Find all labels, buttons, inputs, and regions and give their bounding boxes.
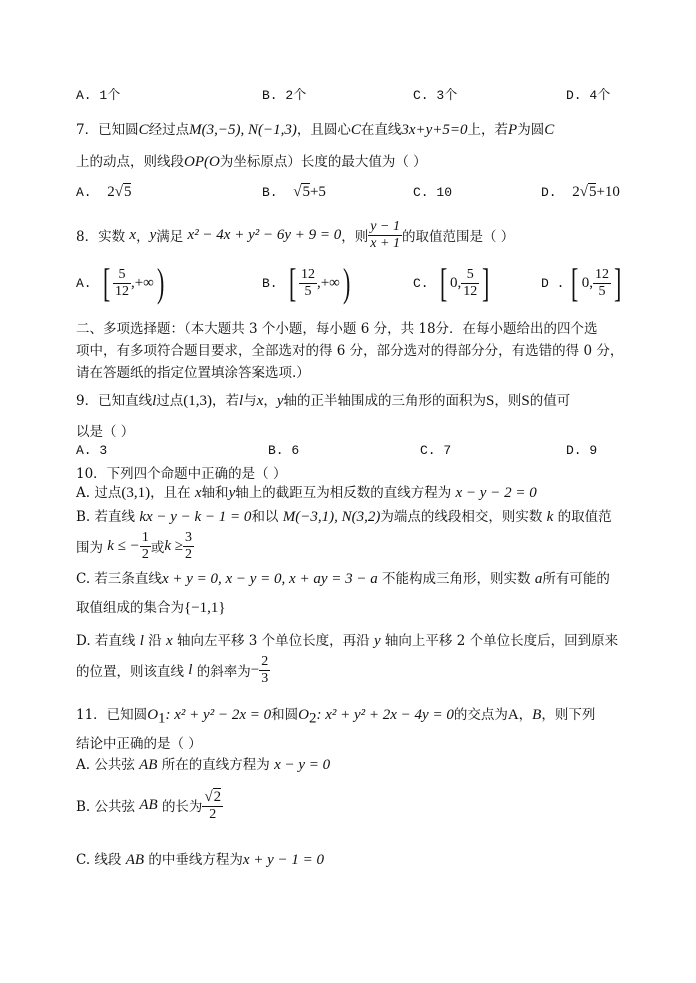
var-s: S (521, 393, 530, 409)
text: 沿 (148, 633, 162, 649)
option-label: D. (541, 185, 557, 200)
q7-option-b[interactable]: B. √5+5 (262, 184, 326, 200)
line-equation: kx − y − k − 1 = 0 (139, 509, 252, 525)
numerator: 5 (461, 267, 479, 283)
text: 为端点的线段相交，则实数 (380, 509, 543, 525)
text: ，则下列 (541, 707, 596, 723)
var-o1: O (147, 707, 159, 723)
fraction (202, 788, 223, 822)
text: C. 线段 (76, 852, 122, 868)
fraction (593, 267, 611, 299)
line-equations: x + y = 0, x − y = 0, x + ay = 3 − a (161, 571, 378, 587)
text: 的斜率为 (196, 664, 251, 680)
text: 和圆 (271, 707, 299, 723)
radicand: 5 (302, 184, 310, 200)
var-b-point: B (532, 707, 542, 723)
q10-option-d-line2 (76, 650, 270, 690)
radicand: 2 (213, 789, 222, 806)
segment-ab: AB (139, 757, 158, 773)
circle-equation: : x² + y² + 2x − 4y = 0 (316, 707, 454, 723)
text: B. 公共弦 (76, 799, 136, 815)
tail: +5 (309, 184, 326, 200)
interval-rest: ,+∞ (316, 274, 340, 291)
q10-option-a[interactable] (76, 481, 537, 502)
point: (3,1) (121, 485, 151, 501)
var-s: S (486, 393, 495, 409)
text: ，则 (494, 393, 522, 409)
line-equation: x + y − 1 = 0 (242, 852, 325, 868)
text: 满足 (156, 229, 184, 245)
q9-option-a[interactable]: A. 3 (76, 443, 108, 458)
line-equation: x − y = 0 (274, 757, 331, 773)
text: 9．已知直线 (76, 393, 153, 409)
text: 的取值范 (557, 509, 612, 525)
option-label: B. (262, 185, 278, 200)
var-c: C (350, 122, 361, 138)
q10-option-c-line2 (76, 596, 226, 617)
q9-stem-line1 (76, 389, 570, 410)
var-k: k (546, 509, 554, 525)
coef: 2 (107, 184, 115, 200)
segment-ab: AB (125, 852, 145, 868)
numerator: y − 1 (370, 219, 400, 235)
text: 在直线 (360, 122, 402, 138)
text: ， (263, 393, 277, 409)
q8-option-c[interactable]: C. [ 0, $\frac{5}{12}$ ] (413, 260, 490, 305)
var-y: y (149, 226, 157, 243)
section2-line1: 二、多项选择题：（本大题共 3 个小题，每小题 6 分，共 18分．在每小题给出的四个选 (76, 321, 598, 337)
option-label: A. (76, 185, 92, 200)
q11-stem-line1 (76, 703, 595, 728)
subscript: 2 (308, 710, 317, 727)
var-l: l (188, 661, 193, 678)
text: 围为 (76, 540, 103, 556)
fraction (461, 267, 479, 299)
var-a-point: A (507, 707, 519, 723)
text: 轴和 (201, 485, 229, 501)
line-equation: 3x+y+5=0 (401, 122, 468, 138)
q6-option-b[interactable]: B. 2个 (262, 88, 307, 103)
denominator: 12 (114, 283, 129, 299)
interval-left: 0, (581, 274, 593, 291)
q6-option-a[interactable]: A. 1个 (76, 88, 121, 103)
var-x: x (129, 226, 137, 243)
text: 轴的正半轴围成的三角形的面积为 (283, 393, 487, 409)
text: C. 若三条直线 (76, 571, 162, 587)
text: A. 公共弦 (76, 757, 135, 773)
var-o2: O (298, 707, 309, 723)
numerator: 5 (113, 267, 131, 283)
segment-op: OP (184, 154, 204, 170)
text: ， (518, 707, 533, 723)
text: 为圆 (517, 122, 545, 138)
q11-option-b[interactable] (76, 782, 223, 828)
denominator: 5 (304, 283, 312, 299)
q11-option-c[interactable] (76, 848, 324, 869)
fraction (140, 530, 151, 562)
fraction (368, 219, 402, 251)
q6-option-c[interactable]: C. 3个 (413, 88, 458, 103)
text: 不能构成三角形，则实数 (382, 571, 531, 587)
q9-stem-line2: 以是（ ） (76, 424, 135, 440)
var-a: a (534, 571, 543, 587)
points-m-n: M(3,−5), N(−1,3) (189, 122, 297, 138)
minus-sign: − (250, 661, 260, 678)
text: 11．已知圆 (76, 707, 148, 723)
text: ，且圆心 (296, 122, 351, 138)
var-y: y (276, 393, 284, 409)
text: 的取值范围是（ ） (401, 229, 515, 245)
text: ， (136, 229, 150, 245)
q11-stem-line2: 结论中正确的是（ ） (76, 736, 202, 752)
fraction (299, 267, 317, 299)
q9-option-d[interactable]: D. 9 (566, 443, 598, 458)
inequality: k ≤ − (107, 537, 140, 554)
var-c: C (544, 122, 555, 138)
numerator: 1 (141, 530, 149, 546)
numerator: 12 (300, 267, 315, 283)
point: (1,3) (183, 393, 213, 409)
var-p: P (508, 122, 518, 138)
q8-stem (76, 218, 514, 252)
text: 的长为 (161, 799, 203, 815)
text: 的位置，则该直线 (76, 664, 184, 680)
denominator: 2 (141, 546, 149, 562)
text: 8．实数 (76, 229, 126, 245)
denominator: 3 (261, 670, 269, 686)
q7-stem-line1 (76, 118, 554, 139)
text: 轴上的截距互为相反数的直线方程为 (235, 485, 452, 501)
q6-option-d[interactable]: D. 4个 (566, 88, 611, 103)
text: ，且在 (150, 485, 191, 501)
option-label: C. (413, 275, 429, 291)
option-label: D . (541, 275, 565, 291)
text: 的交点为 (453, 707, 508, 723)
text: 轴向上平移 2 个单位长度后，回到原来 (384, 633, 619, 649)
q7-option-d[interactable]: D. 2√5+10 (541, 184, 620, 200)
tail: +10 (596, 184, 620, 200)
q10-option-b-line2 (76, 526, 194, 566)
denominator: 2 (209, 806, 217, 822)
radicand: 5 (123, 184, 132, 200)
q10-stem: 10．下列四个命题中正确的是（ ） (76, 466, 287, 482)
denominator: 12 (463, 283, 478, 299)
set: {−1,1} (184, 600, 226, 616)
inequality: k ≥ (164, 537, 183, 554)
text: 过点 (156, 393, 184, 409)
denominator: x + 1 (370, 235, 400, 251)
q9-option-b[interactable]: B. 6 (268, 443, 300, 458)
text: D. 若直线 (76, 633, 136, 649)
section2-line3: 请在答题纸的指定位置填涂答案选项.） (76, 365, 310, 381)
text: 轴向左平移 3 个单位长度，再沿 (176, 633, 370, 649)
text: 的中垂线方程为 (148, 852, 243, 868)
numerator: 2 (261, 654, 269, 670)
q11-option-a[interactable] (76, 753, 330, 774)
var-c: C (138, 122, 149, 138)
q8-option-a[interactable]: A. [ $\frac{5}{12}$ ,+∞ ) (76, 260, 165, 305)
option-label: A. (76, 275, 92, 291)
text: ，若 (212, 393, 240, 409)
var-x: x (194, 485, 202, 501)
q10-option-b-line1[interactable] (76, 505, 612, 526)
q7-stem-line2 (76, 150, 427, 171)
q8-option-d[interactable]: D . [ 0, $\frac{12}{5}$ ] (541, 260, 622, 305)
text: 为坐标原点）长度的最大值为（ ） (219, 154, 427, 170)
text: 所有可能的 (542, 571, 610, 587)
points-m-n: M(−3,1), N(3,2) (282, 509, 381, 525)
var-x: x (166, 633, 173, 649)
text: 与 (243, 393, 257, 409)
circle-equation: x² − 4x + y² − 6y + 9 = 0 (187, 226, 342, 243)
text: 所在的直线方程为 (161, 757, 270, 773)
text: 的值可 (529, 393, 571, 409)
denominator: 2 (184, 546, 192, 562)
q10-option-d-line1[interactable] (76, 629, 618, 650)
q8-option-b[interactable]: B. [ $\frac{12}{5}$ ,+∞ ) (262, 260, 351, 305)
interval-left: 0, (449, 274, 462, 291)
text: 经过点 (148, 122, 190, 138)
numerator: √2 (204, 789, 222, 806)
numerator: 3 (184, 530, 192, 546)
line-equation: x − y − 2 = 0 (455, 485, 537, 501)
q10-option-c-line1[interactable] (76, 567, 610, 588)
text: 和以 (251, 509, 279, 525)
interval-rest: ,+∞ (130, 274, 154, 291)
segment-ab: AB (139, 796, 158, 813)
text: A. 过点 (76, 485, 122, 501)
section2-line2: 项中，有多项符合题目要求，全部选对的得 6 分，部分选对的得部分分，有选错的得 0 分， (76, 343, 624, 359)
text: 上的动点，则线段 (76, 154, 184, 170)
denominator: 5 (598, 283, 606, 299)
coef: 2 (572, 184, 580, 200)
var-o: (O (204, 154, 220, 170)
text: B. 若直线 (76, 509, 136, 525)
fraction (113, 267, 131, 299)
text: 上，若 (467, 122, 509, 138)
radicand: 5 (588, 184, 597, 200)
text: 7．已知圆 (76, 122, 139, 138)
var-l: l (239, 393, 244, 409)
circle-equation: : x² + y² − 2x = 0 (165, 707, 272, 723)
var-y: y (373, 633, 381, 649)
q7-option-c[interactable]: C. 10 (413, 185, 453, 200)
option-label: B. (262, 275, 278, 291)
text: ，则 (341, 229, 369, 245)
var-l: l (152, 393, 157, 409)
q7-option-a[interactable]: A. 2√5 (76, 184, 132, 200)
text: 或 (150, 540, 165, 556)
fraction (259, 654, 270, 686)
var-l: l (139, 633, 144, 649)
q9-option-c[interactable]: C. 7 (420, 443, 452, 458)
fraction (183, 530, 194, 562)
subscript: 1 (158, 710, 166, 727)
text: 取值组成的集合为 (76, 600, 184, 616)
numerator: 12 (594, 267, 609, 283)
var-x: x (256, 393, 264, 409)
var-y: y (228, 485, 236, 501)
